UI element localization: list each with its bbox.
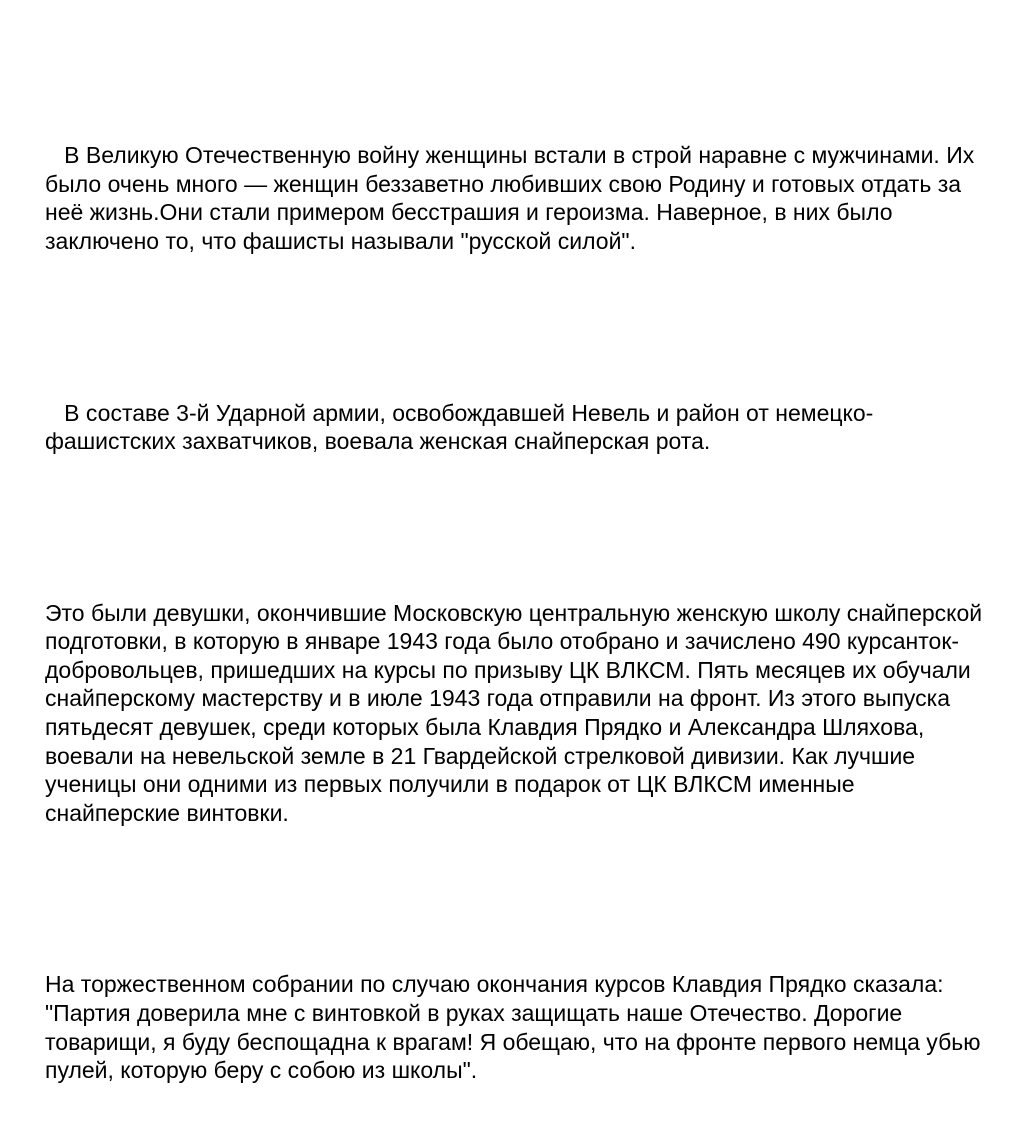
paragraph-1: В Великую Отечественную войну женщины встали в строй наравне с мужчинами. Их было очень много — женщин беззаветно любивших свою Родину и готовых отдать за неё жизнь.Они стали примером бесстрашия и героизма. Наверное, в них было заключено то, что фашисты называли "русской силой". [45,142,981,254]
paragraph-4: На торжественном собрании по случаю окончания курсов Клавдия Прядко сказала: "Партия доверила мне с винтовкой в руках защищать наше Отечество. Дорогие товарищи, я буду беспощадна к врагам! Я обещаю, что на фронте первого немца убью пулей, которую беру с собою из школы". [45,971,987,1084]
paragraph-3: Это были девушки, окончившие Московскую центральную женскую школу снайперской подготовки, в которую в январе 1943 года было отобрано и зачислено 490 курсанток-добровольцев, пришедших на курсы по призыву ЦК ВЛКСМ. Пять месяцев их обучали снайперскому мастерству и в июле 1943 года отправили на фронт. Из этого выпуска пятьдесят девушек, среди которых была Клавдия Прядко и Александра Шляхова, воевали на невельской земле в 21 Гвардейской стрелковой дивизии. Как лучшие ученицы они одними из первых получили в подарок от ЦК ВЛКСМ именные снайперские винтовки. [45,599,989,826]
paragraph-2: В составе 3-й Ударной армии, освобождавшей Невель и район от немецко-фашистских захватчиков, воевала женская снайперская рота. [45,399,874,455]
paragraph-gap [45,513,985,542]
paragraph-gap [45,313,985,342]
paragraph-gap [45,885,985,914]
text-block [45,84,989,1142]
